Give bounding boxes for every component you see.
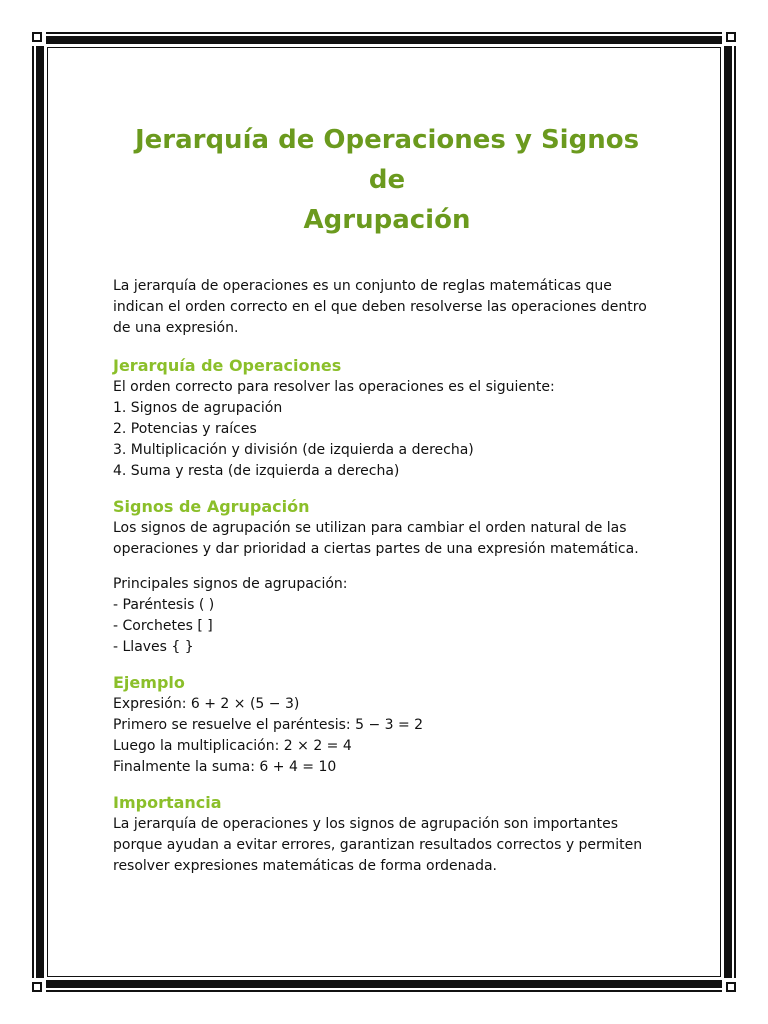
border-corner-square [726,982,736,992]
example-line: Finalmente la suma: 6 + 4 = 10 [113,759,337,775]
list-item: - Corchetes [ ] [113,618,213,634]
border-corner-square [726,32,736,42]
example-line: Luego la multiplicación: 2 × 2 = 4 [113,738,352,754]
list-item: - Llaves { } [113,639,194,655]
list-item: 2. Potencias y raíces [113,421,257,437]
section-heading: Signos de Agrupación [113,497,310,516]
example-line: Primero se resuelve el paréntesis: 5 − 3 = 2 [113,717,424,733]
list-item: 4. Suma y resta (de izquierda a derecha) [113,463,400,479]
document-content [113,120,661,891]
section-ejemplo [113,672,661,778]
section-importancia [113,792,661,877]
section-paragraph: Los signos de agrupación se utilizan para cambiar el orden natural de las operaciones y dar prioridad a ciertas partes de una expresión matemática. [113,520,639,557]
border-corner-square [32,982,42,992]
section-heading: Jerarquía de Operaciones [113,356,342,375]
border-corner-square [32,32,42,42]
list-item: 1. Signos de agrupación [113,400,283,416]
section-line: El orden correcto para resolver las operaciones es el siguiente: [113,379,555,395]
section-paragraph: La jerarquía de operaciones y los signos de agrupación son importantes porque ayudan a evitar errores, garantizan resultados correctos y permiten resolver expresiones matemáticas de forma ordenada. [113,816,643,874]
list-item: - Paréntesis ( ) [113,597,215,613]
example-line: Expresión: 6 + 2 × (5 − 3) [113,696,300,712]
document-title: Jerarquía de Operaciones y Signos de Agrupación [134,125,640,235]
section-line: Principales signos de agrupación: [113,576,348,592]
section-heading: Importancia [113,793,222,812]
list-item: 3. Multiplicación y división (de izquierda a derecha) [113,442,474,458]
section-jerarquia [113,355,661,482]
intro-paragraph: La jerarquía de operaciones es un conjunto de reglas matemáticas que indican el orden correcto en el que deben resolverse las operaciones dentro de una expresión. [113,278,647,336]
section-heading: Ejemplo [113,673,185,692]
section-signos [113,496,661,658]
